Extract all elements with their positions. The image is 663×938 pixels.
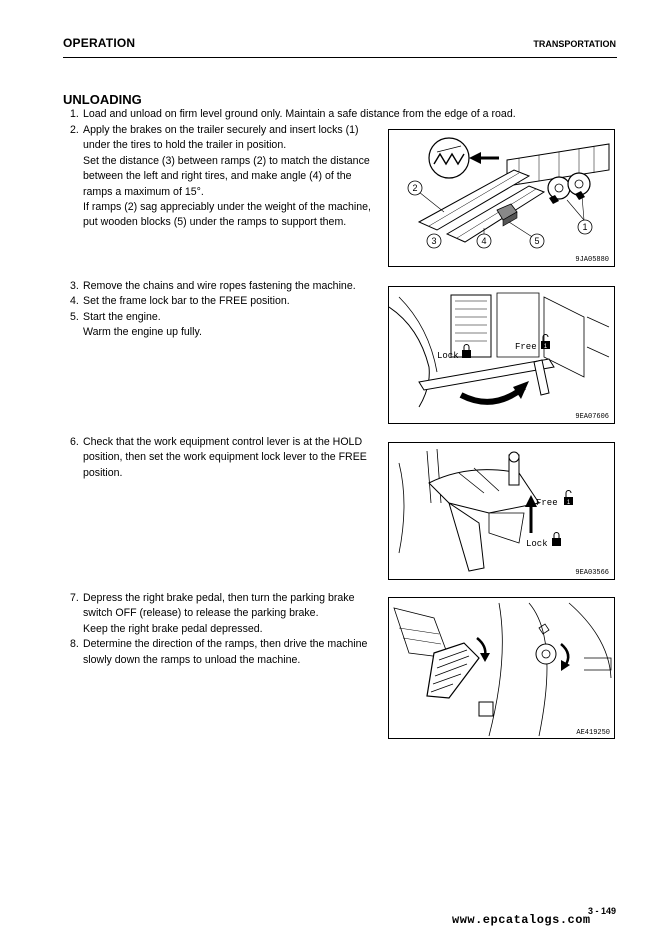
header-section-title: OPERATION <box>63 36 136 50</box>
svg-text:1: 1 <box>543 344 548 350</box>
figure-code: AE419250 <box>576 729 610 737</box>
step-text: Keep the right brake pedal depressed. <box>83 622 263 635</box>
callout-3 <box>427 234 441 248</box>
brake-pedal-illustration <box>389 598 614 738</box>
step-text: Start the engine. <box>83 310 161 323</box>
steps-3-5 <box>63 279 383 341</box>
step-text: switch OFF (release) to release the parking brake. <box>83 607 319 620</box>
frame-lock-bar-illustration <box>389 287 614 423</box>
step-text: ramps a maximum of 15°. <box>83 185 204 198</box>
figure-trailer-ramps <box>388 129 615 267</box>
figure-code: 9JA05880 <box>575 256 609 264</box>
step-number: 3. <box>70 280 79 292</box>
step-text: Remove the chains and wire ropes fastening the machine. <box>83 280 356 292</box>
figure-code: 9EA07606 <box>575 413 609 421</box>
figure-lock-lever <box>388 442 615 580</box>
step-text: put wooden blocks (5) under the ramps to support them. <box>83 216 347 229</box>
step-number: 5. <box>70 310 79 323</box>
step-text: Warm the engine up fully. <box>83 326 202 339</box>
step-text: position, then set the work equipment lock lever to the FREE <box>83 451 367 464</box>
figure-code: 9EA03566 <box>575 569 609 577</box>
callout-1 <box>578 220 592 234</box>
steps-7-8 <box>63 591 383 668</box>
step-text: Depress the right brake pedal, then turn the parking brake <box>83 592 355 604</box>
free-label: Free <box>515 342 537 352</box>
step-number: 4. <box>70 295 79 308</box>
svg-text:1: 1 <box>566 500 571 506</box>
step-7 <box>63 591 383 637</box>
step-number: 7. <box>70 592 79 604</box>
page-number: 3 - 149 <box>587 906 616 916</box>
step-4 <box>63 294 383 309</box>
svg-text:3: 3 <box>431 236 437 246</box>
step-1 <box>63 107 553 122</box>
step-text: Determine the direction of the ramps, then drive the machine <box>83 638 368 651</box>
callout-5 <box>530 234 544 248</box>
watermark: www.epcatalogs.com <box>452 913 591 927</box>
lock-open-icon <box>541 335 550 351</box>
lock-label: Lock <box>526 539 548 549</box>
step-3 <box>63 279 383 294</box>
figure-frame-lock-bar <box>388 286 615 424</box>
lock-closed-icon <box>552 533 561 547</box>
header-rule <box>63 57 617 58</box>
trailer-ramps-illustration <box>389 130 614 266</box>
step-8 <box>63 637 383 668</box>
step-number: 8. <box>70 638 79 651</box>
step-text: Apply the brakes on the trailer securely and insert locks (1) <box>83 124 359 136</box>
callout-2 <box>408 181 422 195</box>
step-text: Load and unload on firm level ground only. Maintain a safe distance from the edge of a road. <box>83 108 516 120</box>
svg-text:1: 1 <box>582 222 588 232</box>
page-title: UNLOADING <box>63 92 142 107</box>
svg-text:5: 5 <box>534 236 540 246</box>
header-chapter-title: TRANSPORTATION <box>533 39 616 49</box>
step-text: Set the distance (3) between ramps (2) to match the distance <box>83 154 370 167</box>
step-text: between the left and right tires, and make angle (4) of the <box>83 170 352 183</box>
figure-brake-pedal <box>388 597 615 739</box>
step-text: Set the frame lock bar to the FREE position. <box>83 295 290 308</box>
step-5 <box>63 310 383 341</box>
svg-text:2: 2 <box>412 183 418 193</box>
step-number: 6. <box>70 436 79 448</box>
lock-lever-illustration <box>389 443 614 579</box>
svg-text:4: 4 <box>481 236 487 246</box>
lock-label: Lock <box>437 351 459 361</box>
step-text: position. <box>83 466 123 479</box>
step-text: slowly down the ramps to unload the machine. <box>83 653 301 666</box>
step-text: under the tires to hold the trailer in position. <box>83 139 287 152</box>
step-number: 1. <box>70 108 79 120</box>
lock-open-icon <box>564 491 573 507</box>
free-label: Free <box>536 498 558 508</box>
step-2 <box>63 123 383 231</box>
callout-4 <box>477 234 491 248</box>
step-text: Check that the work equipment control lever is at the HOLD <box>83 436 363 448</box>
step-text: If ramps (2) sag appreciably under the weight of the machine, <box>83 201 371 214</box>
step-number: 2. <box>70 124 79 136</box>
step-6 <box>63 435 383 481</box>
